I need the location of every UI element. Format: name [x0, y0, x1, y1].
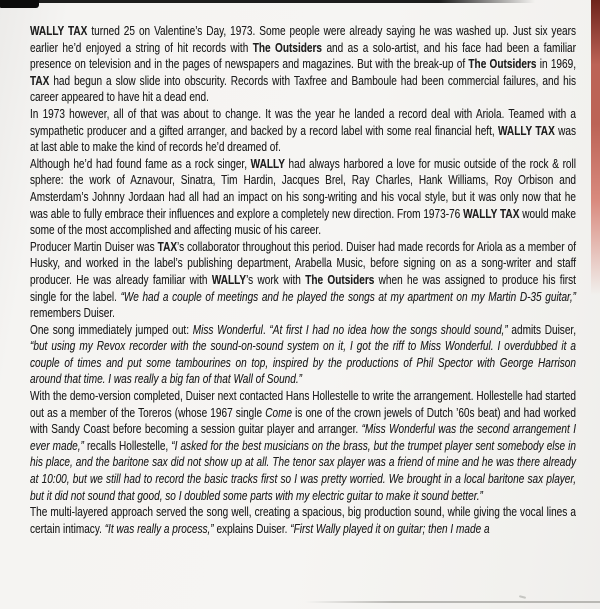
paragraph [30, 106, 576, 156]
article-text [30, 23, 576, 537]
bold-text-run: The Outsiders [252, 39, 323, 55]
text-run: With the demo-version completed, Duiser next contacted Hans Hollestelle to write the arrangement. Hollestelle had started out as a member of the Toreros (whose 1967 single [30, 388, 576, 420]
scan-dust-speck [519, 595, 526, 599]
text-run: Although he’d had found fame as a rock singer, [30, 155, 251, 171]
text-run: was at last able to make the kind of records he’d dreamed of. [30, 122, 576, 155]
text-run: had begun a slow slide into obscurity. Records with Taxfree and Bamboule had been commercial failures, and his career appeared to have hit a dead end. [30, 72, 576, 105]
text-run: The multi-layered approach served the song well, creating a spacious, big production sound, while giving the vocal lines a certain intimacy. [30, 504, 576, 536]
bold-text-run: TAX [157, 238, 178, 254]
text-run: remembers Duiser. [30, 305, 115, 321]
scan-top-left-black-mark [0, 0, 39, 8]
paragraph [30, 504, 576, 537]
text-run: In 1973 however, all of that was about to change. It was the year he landed a record deal with Ariola. Teamed with a sympathetic producer and a gifted arranger, and backed by a record label with some real financial heft, [30, 105, 576, 138]
paragraph [30, 23, 576, 106]
text-run: would make some of the most accomplished and affecting music of his career. [30, 205, 577, 238]
italic-text-run: Come [265, 404, 293, 420]
text-run: is one of the crown jewels of Dutch ’60s beat) and had worked with Sandy Coast before becoming a session guitar player and arranger. [30, 404, 576, 437]
text-run: ’s collaborator throughout this period. Duiser had made records for Ariola as a member of Husky, and worked in the label’s publishing department, Arabella Music, before signing on as a song-writer and staff producer. He was already familiar with [30, 238, 576, 287]
paragraph [30, 156, 576, 239]
text-run: in 1969, [536, 56, 576, 72]
bold-text-run: WALLY TAX [463, 205, 520, 221]
italic-text-run: “First Wally played it on guitar; then I made a [290, 520, 490, 536]
text-run: and as a solo-artist, and his face had been a familiar presence on television and in the pages of newspapers and magazines. But with the break-up of [30, 39, 576, 72]
bold-text-run: WALLY TAX [497, 122, 555, 138]
italic-text-run: “Miss Wonderful was the second arrangement I ever made,” [30, 421, 577, 453]
paragraph [30, 322, 576, 388]
italic-text-run: “It was really a process,” [104, 520, 214, 536]
italic-text-run: “At first I had no idea how the songs should sound,” [269, 321, 508, 337]
text-run: Producer Martin Duiser was [30, 238, 158, 254]
paragraph [30, 388, 576, 504]
text-run: recalls Hollestelle, [83, 437, 172, 453]
italic-text-run: “I asked for the best musicians on the brass, but the trumpet player sent somebody else in his place, and the baritone sax did not show up at all. The tenor sax player was a friend of mine and he was there already at 10:00, but we still had to record the basic tracks first so I was pretty worried. We brought in a local baritone sax player, but it did not sound that good, so I doubled some parts with my electric guitar to make it sound better.” [30, 437, 577, 503]
scan-top-edge-line [0, 0, 535, 3]
bold-text-run: The Outsiders [468, 56, 537, 72]
bold-text-run: WALLY [250, 155, 285, 171]
bold-text-run: The Outsiders [305, 271, 375, 287]
paragraph [30, 239, 576, 322]
text-run: ’s work with [246, 271, 306, 287]
text-run: . [262, 321, 270, 337]
text-run: had always harbored a love for music outside of the rock & roll sphere: the work of Aznavour, Sinatra, Tim Hardin, Jacques Brel, Ray Charles, Hank Williams, Roy Orbison and Amsterdam’s Johnny Jordaan had all had an impact on his song-writing and his vocal style, but it was only now that he was able to fully embrace their influences and explore a completely new direction. From 1973-76 [30, 155, 576, 221]
text-run: turned 25 on Valentine’s Day, 1973. Some people were already saying he was washed up. Just six years earlier he’d enjoyed a string of hit records with [30, 23, 577, 55]
text-run: admits Duiser, [507, 321, 577, 337]
scan-right-red-page-edge [591, 0, 600, 295]
bold-text-run: WALLY TAX [30, 23, 88, 38]
italic-text-run: “We had a couple of meetings and he played the songs at my apartment on my Martin D-35 guitar,” [120, 288, 576, 304]
text-run: explains Duiser. [213, 520, 291, 536]
bold-text-run: TAX [30, 72, 50, 88]
text-run: One song immediately jumped out: [30, 321, 193, 337]
italic-text-run: Miss Wonderful [192, 321, 263, 337]
scan-bottom-page-edge-line [305, 601, 600, 603]
italic-text-run: “but using my Revox recorder with the sound-on-sound system on it, I got the riff to Miss Wonderful. I overdubbed it a couple of times and put some tambourines on top, inspired by the productions of Phil Spector with George Harrison around that time. I was really a big fan of that Wall of Sound.” [30, 338, 576, 387]
bold-text-run: WALLY [211, 271, 247, 287]
text-run: when he was assigned to produce his first single for the label. [30, 271, 576, 304]
